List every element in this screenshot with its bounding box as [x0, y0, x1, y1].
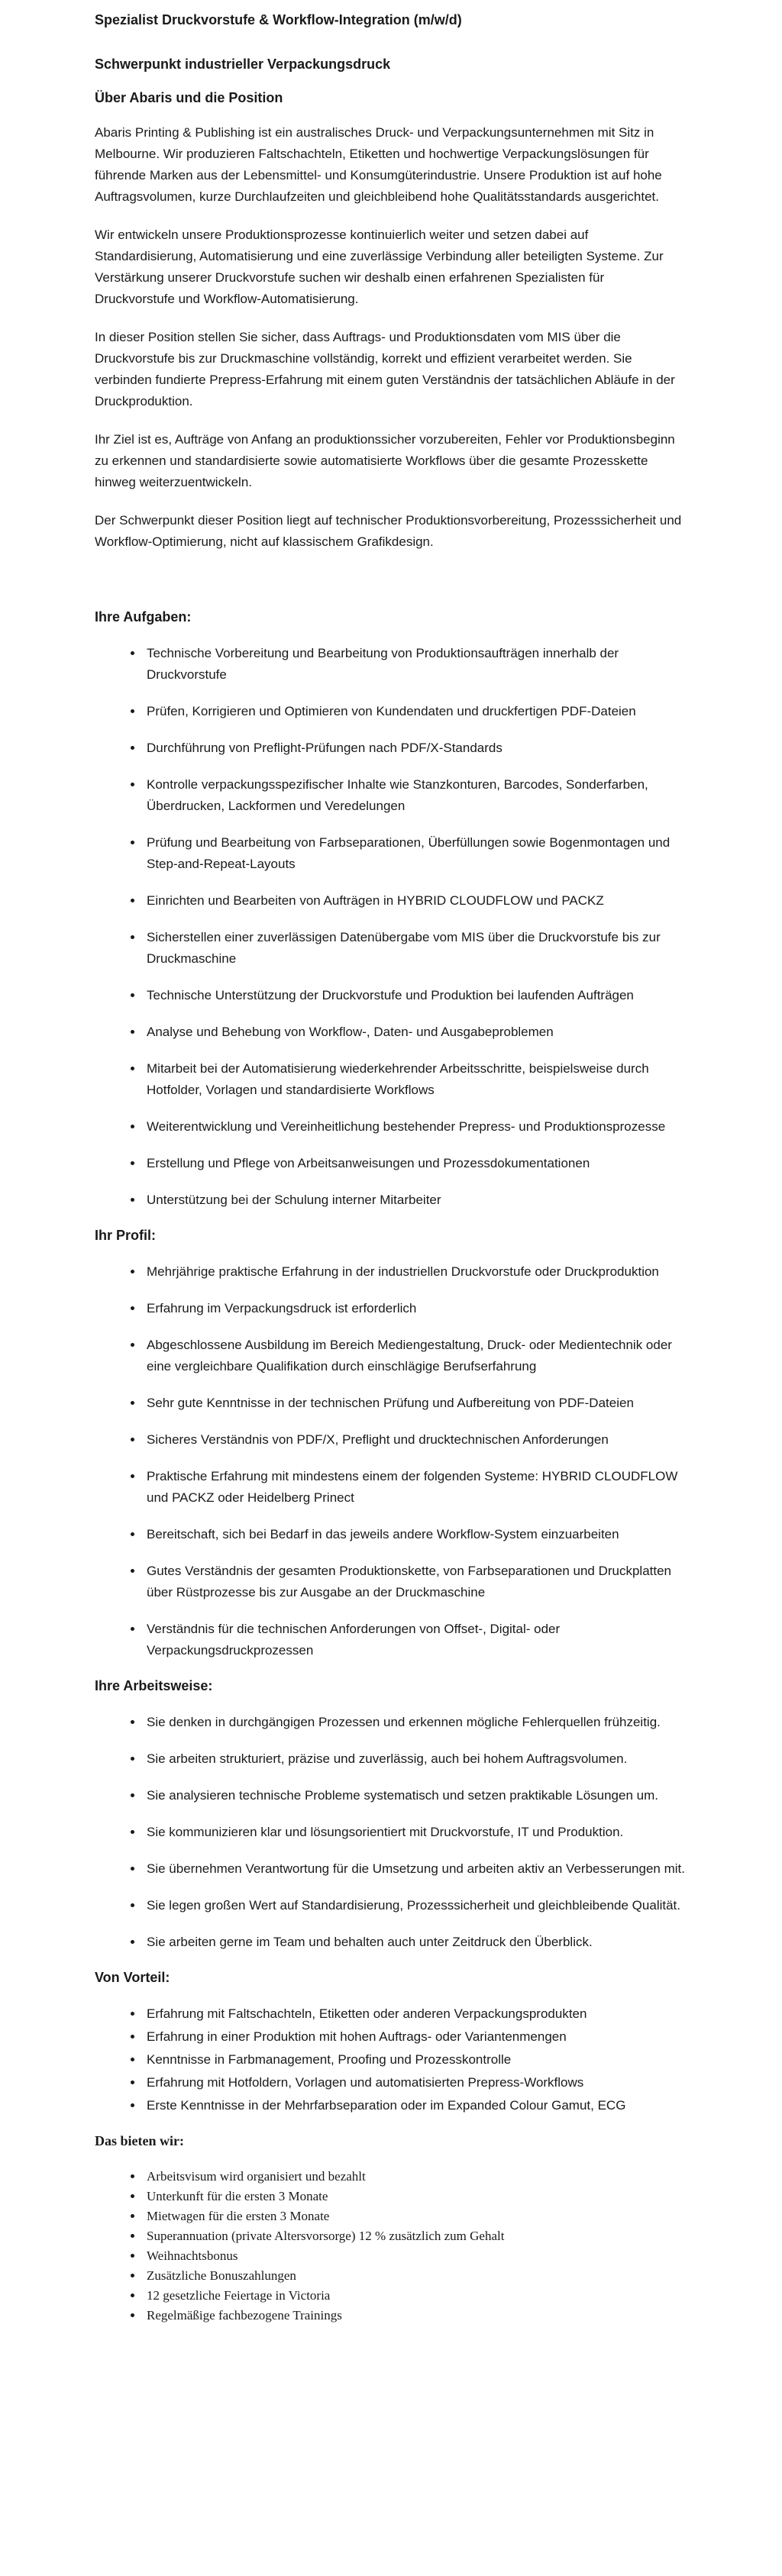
list-item: • Erste Kenntnisse in der Mehrfarbseparation oder im Expanded Colour Gamut, ECG: [144, 2095, 687, 2116]
list-item: • Sie arbeiten strukturiert, präzise und zuverlässig, auch bei hohem Auftragsvolumen.: [144, 1748, 687, 1770]
list-item: • Verständnis für die technischen Anforderungen von Offset-, Digital- oder Verpackungsdruckprozessen: [144, 1619, 687, 1661]
list-item: • Prüfen, Korrigieren und Optimieren von Kundendaten und druckfertigen PDF-Dateien: [144, 701, 687, 722]
list-item: • Sie übernehmen Verantwortung für die Umsetzung und arbeiten aktiv an Verbesserungen mit.: [144, 1858, 687, 1880]
list-item: • Sehr gute Kenntnisse in der technischen Prüfung und Aufbereitung von PDF-Dateien: [144, 1393, 687, 1414]
list-item: • Sie denken in durchgängigen Prozessen und erkennen mögliche Fehlerquellen frühzeitig.: [144, 1712, 687, 1733]
list-item: • Praktische Erfahrung mit mindestens einem der folgenden Systeme: HYBRID CLOUDFLOW und PACKZ oder Heidelberg Prinect: [144, 1466, 687, 1509]
list-item: • Mietwagen für die ersten 3 Monate: [144, 2206, 687, 2226]
list-item: • Erfahrung mit Faltschachteln, Etiketten oder anderen Verpackungsprodukten: [144, 2003, 687, 2025]
workstyle-heading: Ihre Arbeitsweise:: [95, 1678, 213, 1693]
about-paragraph: Ihr Ziel ist es, Aufträge von Anfang an produktionssicher vorzubereiten, Fehler vor Produktionsbeginn zu erkennen und standardisierte sowie automatisierte Workflows über die gesamte Prozesskette hinweg weiterzuentwickeln.: [95, 432, 675, 489]
list-item: • 12 gesetzliche Feiertage in Victoria: [144, 2286, 687, 2306]
about-paragraph: In dieser Position stellen Sie sicher, dass Auftrags- und Produktionsdaten vom MIS über die Druckvorstufe bis zur Druckmaschine vollständig, korrekt und effizient verarbeitet werden. Sie verbinden fundierte Prepress-Erfahrung mit einem guten Verständnis der tatsächlichen Abläufe in der Druckproduktion.: [95, 330, 675, 408]
list-item: • Bereitschaft, sich bei Bedarf in das jeweils andere Workflow-System einzuarbeiten: [144, 1524, 687, 1545]
workstyle-section: [95, 1677, 687, 1953]
list-item: • Sie legen großen Wert auf Standardisierung, Prozesssicherheit und gleichbleibende Qualität.: [144, 1895, 687, 1916]
list-item: • Prüfung und Bearbeitung von Farbseparationen, Überfüllungen sowie Bogenmontagen und Step-and-Repeat-Layouts: [144, 832, 687, 875]
offer-list: [95, 2167, 687, 2326]
about-paragraph: Der Schwerpunkt dieser Position liegt auf technischer Produktionsvorbereitung, Prozesssicherheit und Workflow-Optimierung, nicht auf klassischem Grafikdesign.: [95, 513, 682, 549]
list-item: • Analyse und Behebung von Workflow-, Daten- und Ausgabeproblemen: [144, 1022, 687, 1043]
list-item: • Sie kommunizieren klar und lösungsorientiert mit Druckvorstufe, IT und Produktion.: [144, 1822, 687, 1843]
list-item: • Erfahrung mit Hotfoldern, Vorlagen und automatisierten Prepress-Workflows: [144, 2072, 687, 2093]
list-item: • Mitarbeit bei der Automatisierung wiederkehrender Arbeitsschritte, beispielsweise durch Hotfolder, Vorlagen und standardisierte Workflows: [144, 1058, 687, 1101]
list-item: • Zusätzliche Bonuszahlungen: [144, 2266, 687, 2286]
list-item: • Erstellung und Pflege von Arbeitsanweisungen und Prozessdokumentationen: [144, 1153, 687, 1174]
offer-section: [95, 2132, 687, 2326]
job-subtitle: Schwerpunkt industrieller Verpackungsdruck: [95, 56, 391, 72]
list-item: • Unterkunft für die ersten 3 Monate: [144, 2187, 687, 2206]
advantage-heading: Von Vorteil:: [95, 1970, 170, 1985]
list-item: • Kontrolle verpackungsspezifischer Inhalte wie Stanzkonturen, Barcodes, Sonderfarben, Überdrucken, Lackformen und Veredelungen: [144, 774, 687, 817]
advantage-list: [95, 2003, 687, 2116]
list-item: • Regelmäßige fachbezogene Trainings: [144, 2306, 687, 2326]
about-paragraph: Wir entwickeln unsere Produktionsprozesse kontinuierlich weiter und setzen dabei auf Standardisierung, Automatisierung und eine zuverlässige Verbindung aller beteiligten Systeme. Zur Verstärkung unserer Druckvorstufe suchen wir deshalb einen erfahrenen Spezialisten für Druckvorstufe und Workflow-Automatisierung.: [95, 228, 664, 306]
list-item: • Arbeitsvisum wird organisiert und bezahlt: [144, 2167, 687, 2187]
about-heading: Über Abaris und die Position: [95, 90, 283, 105]
list-item: • Sie analysieren technische Probleme systematisch und setzen praktikable Lösungen um.: [144, 1785, 687, 1806]
profile-list: [95, 1261, 687, 1661]
list-item: • Abgeschlossene Ausbildung im Bereich Mediengestaltung, Druck- oder Medientechnik oder eine vergleichbare Qualifikation durch einschlägige Berufserfahrung: [144, 1335, 687, 1377]
tasks-heading: Ihre Aufgaben:: [95, 609, 192, 625]
list-item: • Technische Vorbereitung und Bearbeitung von Produktionsaufträgen innerhalb der Druckvorstufe: [144, 643, 687, 686]
job-title: Spezialist Druckvorstufe & Workflow-Integration (m/w/d): [95, 12, 462, 27]
list-item: • Kenntnisse in Farbmanagement, Proofing und Prozesskontrolle: [144, 2049, 687, 2071]
list-item: • Sicheres Verständnis von PDF/X, Preflight und drucktechnischen Anforderungen: [144, 1429, 687, 1451]
list-item: • Durchführung von Preflight-Prüfungen nach PDF/X-Standards: [144, 738, 687, 759]
list-item: • Mehrjährige praktische Erfahrung in der industriellen Druckvorstufe oder Druckproduktion: [144, 1261, 687, 1283]
list-item: • Erfahrung in einer Produktion mit hohen Auftrags- oder Variantenmengen: [144, 2026, 687, 2048]
list-item: • Einrichten und Bearbeiten von Aufträgen in HYBRID CLOUDFLOW und PACKZ: [144, 890, 687, 912]
profile-section: [95, 1226, 687, 1661]
section-spacer: [95, 570, 687, 608]
list-item: • Erfahrung im Verpackungsdruck ist erforderlich: [144, 1298, 687, 1319]
offer-heading: Das bieten wir:: [95, 2133, 184, 2148]
list-item: • Weihnachtsbonus: [144, 2246, 687, 2266]
list-item: • Unterstützung bei der Schulung interner Mitarbeiter: [144, 1190, 687, 1211]
profile-heading: Ihr Profil:: [95, 1228, 156, 1243]
about-section: [95, 89, 687, 553]
list-item: • Technische Unterstützung der Druckvorstufe und Produktion bei laufenden Aufträgen: [144, 985, 687, 1006]
workstyle-list: [95, 1712, 687, 1953]
tasks-section: [95, 608, 687, 1211]
tasks-list: [95, 643, 687, 1211]
advantage-section: [95, 1968, 687, 2116]
list-item: • Superannuation (private Altersvorsorge) 12 % zusätzlich zum Gehalt: [144, 2226, 687, 2246]
list-item: • Weiterentwicklung und Vereinheitlichung bestehender Prepress- und Produktionsprozesse: [144, 1116, 687, 1138]
list-item: • Gutes Verständnis der gesamten Produktionskette, von Farbseparationen und Druckplatten über Rüstprozesse bis zur Ausgabe an der Druckmaschine: [144, 1561, 687, 1603]
list-item: • Sie arbeiten gerne im Team und behalten auch unter Zeitdruck den Überblick.: [144, 1932, 687, 1953]
about-paragraph: Abaris Printing & Publishing ist ein australisches Druck- und Verpackungsunternehmen mit Sitz in Melbourne. Wir produzieren Faltschachteln, Etiketten und hochwertige Verpackungslösungen für führende Marken aus der Lebensmittel- und Konsumgüterindustrie. Unsere Produktion ist auf hohe Auftragsvolumen, kurze Durchlaufzeiten und gleichbleibend hohe Qualitätsstandards ausgerichtet.: [95, 125, 662, 204]
list-item: • Sicherstellen einer zuverlässigen Datenübergabe vom MIS über die Druckvorstufe bis zur Druckmaschine: [144, 927, 687, 970]
